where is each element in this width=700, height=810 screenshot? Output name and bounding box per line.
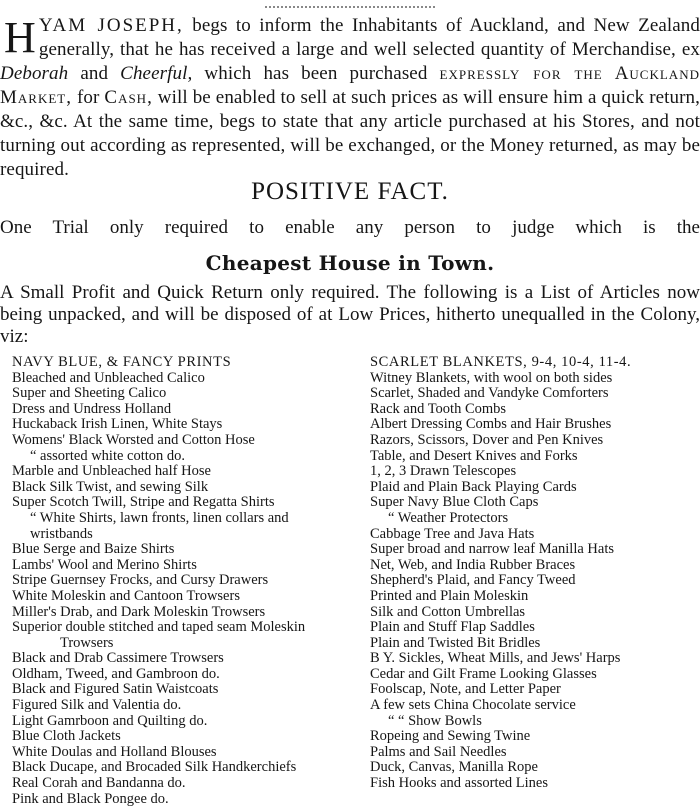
list-item: Super broad and narrow leaf Manilla Hats xyxy=(370,541,615,558)
list-item: Duck, Canvas, Manilla Rope xyxy=(370,759,538,776)
intro-text-4: will be enabled to sell at such prices as will ensure him a quick return, &c., &c. At the same time, begs to state that any article purchased at his Stores, and not turning out according as represented, will be exchanged, or the Money returned, as may be required. xyxy=(0,87,700,180)
list-item: Bleached and Unbleached Calico xyxy=(12,369,205,386)
list-item: Foolscap, Note, and Letter Paper xyxy=(370,681,561,698)
list-item: Womens' Black Worsted and Cotton Hose xyxy=(12,431,255,448)
list-item: Lambs' Wool and Merino Shirts xyxy=(12,556,197,573)
list-item: Superior double stitched and taped seam Moleskin xyxy=(12,619,306,636)
list-item: Cedar and Gilt Frame Looking Glasses xyxy=(370,665,597,682)
merchant-name: YAM JOSEPH, xyxy=(38,15,184,36)
intro-text-1: begs to inform the Inhabitants of Auckland, and New Zealand generally, that he has received a large and well selected quantity of Merchandise, ex xyxy=(38,15,700,60)
list-item: wristbands xyxy=(30,525,93,542)
list-item: Rack and Tooth Combs xyxy=(370,400,507,417)
list-item: Dress and Undress Holland xyxy=(12,400,172,417)
list-item: Plain and Stuff Flap Saddles xyxy=(370,619,535,636)
list-item: Stripe Guernsey Frocks, and Cursy Drawers xyxy=(12,572,269,589)
drop-cap: H xyxy=(4,13,36,62)
list-item: Black and Figured Satin Waistcoats xyxy=(12,681,219,698)
intro-text-3: for xyxy=(76,87,100,108)
list-item: Plaid and Plain Back Playing Cards xyxy=(370,478,577,495)
list-item: “ White Shirts, lawn fronts, linen collars and xyxy=(30,509,289,526)
list-item: Miller's Drab, and Dark Moleskin Trowsers xyxy=(12,603,266,620)
list-item: “ assorted white cotton do. xyxy=(30,447,186,464)
intro-smallcaps-1: expressly for the Auckland Market, xyxy=(0,63,700,108)
list-item: Blue Cloth Jackets xyxy=(12,728,121,745)
intro-smallcaps-2: Cash, xyxy=(104,87,153,108)
list-item: Marble and Unbleached half Hose xyxy=(12,463,211,480)
list-item: Printed and Plain Moleskin xyxy=(370,587,529,604)
list-item: “ Weather Protectors xyxy=(388,509,509,526)
list-item: Plain and Twisted Bit Bridles xyxy=(370,634,541,651)
list-item: White Doulas and Holland Blouses xyxy=(12,743,217,760)
list-item: Cabbage Tree and Java Hats xyxy=(370,525,535,542)
ship-name-1: Deborah xyxy=(0,63,69,84)
list-item: White Moleskin and Cantoon Trowsers xyxy=(12,587,240,604)
list-item: Fish Hooks and assorted Lines xyxy=(370,775,549,792)
list-item: Albert Dressing Combs and Hair Brushes xyxy=(370,416,612,433)
intro-paragraph xyxy=(0,14,700,182)
list-item: 1, 2, 3 Drawn Telescopes xyxy=(370,463,517,480)
ship-name-2: Cheerful, xyxy=(120,63,193,84)
list-intro-paragraph: A Small Profit and Quick Return only required. The following is a List of Articles now being unpacked, and will be disposed of at Low Prices, hitherto unequalled in the Colony, viz: xyxy=(0,282,700,347)
list-item: Black and Drab Cassimere Trowsers xyxy=(12,650,224,667)
list-item: Trowsers xyxy=(60,634,114,651)
list-item: Super Navy Blue Cloth Caps xyxy=(370,494,539,511)
list-item: Razors, Scissors, Dover and Pen Knives xyxy=(370,431,604,448)
list-item: Pink and Black Pongee do. xyxy=(12,790,169,807)
top-ornament-rule xyxy=(265,0,435,8)
cheapest-house-heading: Cheapest House in Town. xyxy=(205,251,495,275)
list-item: A few sets China Chocolate service xyxy=(370,697,576,714)
list-item: Huckaback Irish Linen, White Stays xyxy=(12,416,223,433)
trial-line: One Trial only required to enable any person to judge which is the xyxy=(0,217,700,238)
intro-text-2: which has been purchased xyxy=(204,63,428,84)
list-item: Super and Sheeting Calico xyxy=(12,385,167,402)
left-article-list xyxy=(12,355,347,807)
list-item: Ropeing and Sewing Twine xyxy=(370,728,531,745)
list-item: Oldham, Tweed, and Gambroon do. xyxy=(12,665,220,682)
positive-fact-heading: POSITIVE FACT. xyxy=(251,178,449,205)
list-item: B Y. Sickles, Wheat Mills, and Jews' Harps xyxy=(370,650,621,667)
list-item: Figured Silk and Valentia do. xyxy=(12,697,182,714)
list-item: Palms and Sail Needles xyxy=(370,743,507,760)
list-item: Super Scotch Twill, Stripe and Regatta Shirts xyxy=(12,494,275,511)
list-item: Scarlet, Shaded and Vandyke Comforters xyxy=(370,385,609,402)
right-article-list xyxy=(370,355,695,792)
list-item: Shepherd's Plaid, and Fancy Tweed xyxy=(370,572,576,589)
list-item: “ “ Show Bowls xyxy=(388,712,482,729)
intro-and: and xyxy=(80,63,109,84)
list-item: Silk and Cotton Umbrellas xyxy=(370,603,526,620)
list-item: Black Ducape, and Brocaded Silk Handkerchiefs xyxy=(12,759,297,776)
list-item: SCARLET BLANKETS, 9-4, 10-4, 11-4. xyxy=(370,354,632,370)
list-item: Net, Web, and India Rubber Braces xyxy=(370,556,576,573)
list-item: NAVY BLUE, & FANCY PRINTS xyxy=(12,354,232,370)
list-item: Table, and Desert Knives and Forks xyxy=(370,447,578,464)
list-item: Real Corah and Bandanna do. xyxy=(12,775,186,792)
list-item: Black Silk Twist, and sewing Silk xyxy=(12,478,209,495)
list-item: Witney Blankets, with wool on both sides xyxy=(370,369,613,386)
list-item: Blue Serge and Baize Shirts xyxy=(12,541,175,558)
list-item: Light Gamrboon and Quilting do. xyxy=(12,712,208,729)
